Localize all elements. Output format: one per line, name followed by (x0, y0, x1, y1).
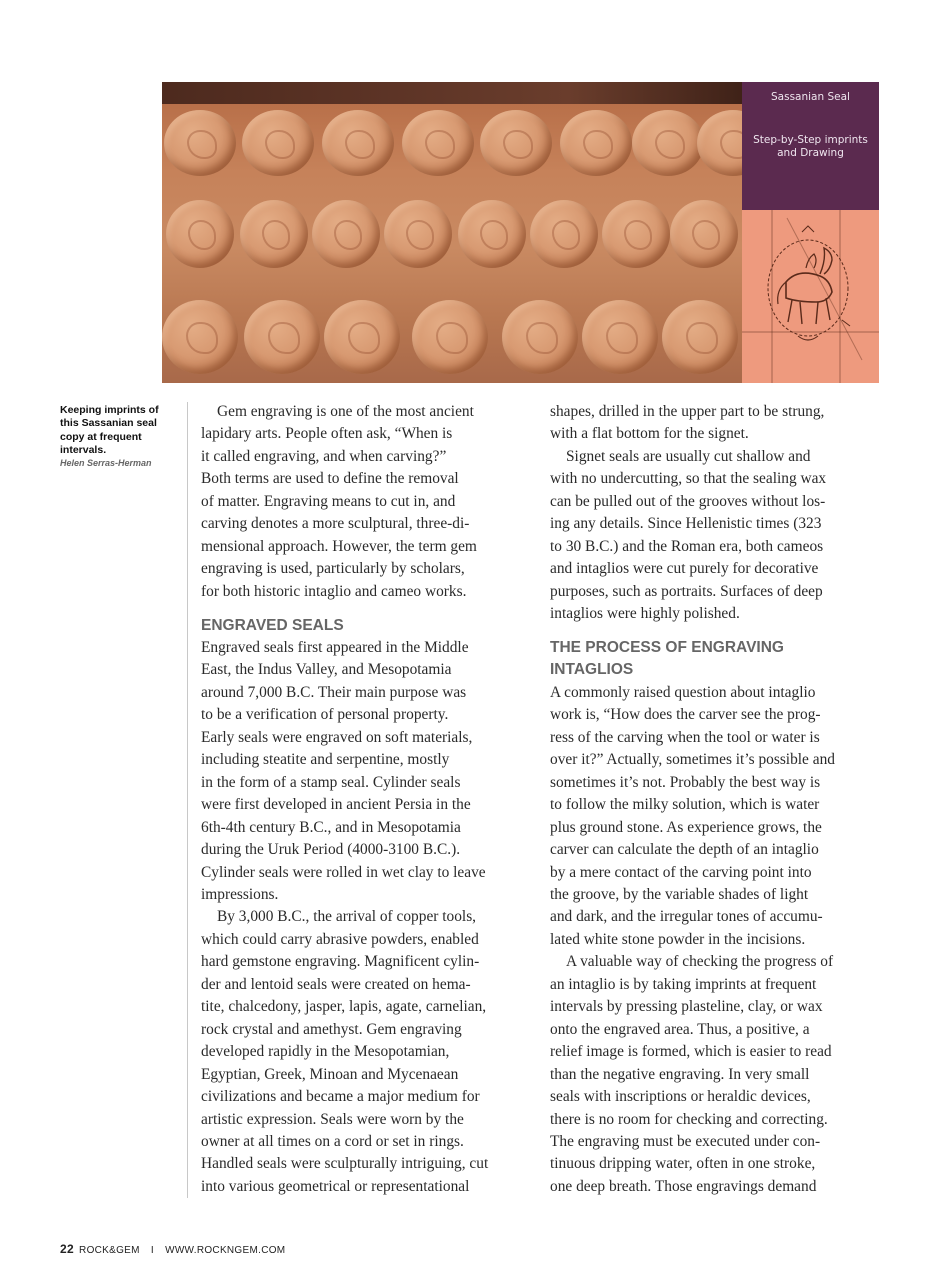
clay-imprint (242, 110, 314, 176)
photo-caption (60, 404, 174, 470)
clay-imprint (402, 110, 474, 176)
text-line: sometimes it’s not. Probably the best way is (550, 773, 821, 791)
text-line: 6th-4th century B.C., and in Mesopotamia (201, 818, 461, 836)
clay-imprint (324, 300, 400, 374)
text-line: of matter. Engraving means to cut in, and (201, 492, 456, 510)
text-line: than the negative engraving. In very small (550, 1065, 810, 1083)
clay-imprint (632, 110, 704, 176)
clay-imprint (530, 200, 598, 268)
text-line: with no undercutting, so that the sealing wax (550, 470, 827, 488)
caption-credit: Helen Serras-Herman (60, 458, 152, 469)
text-line: over it?” Actually, sometimes it’s possible and (550, 751, 835, 769)
column-divider (187, 402, 188, 1198)
text-line: artistic expression. Seals were worn by the (201, 1110, 464, 1128)
text-line: by a mere contact of the carving point into (550, 863, 812, 881)
text-line: intervals by pressing plasteline, clay, or wax (550, 998, 823, 1016)
text-line: Cylinder seals were rolled in wet clay to leave (201, 863, 486, 881)
clay-imprint (602, 200, 670, 268)
text-line: Handled seals were sculpturally intriguing, cut (201, 1155, 489, 1173)
text-line: ress of the carving when the tool or water is (550, 728, 820, 746)
text-line: tite, chalcedony, jasper, lapis, agate, carnelian, (201, 998, 487, 1016)
text-line: East, the Indus Valley, and Mesopotamia (201, 661, 452, 679)
text-line: lated white stone powder in the incisions. (550, 930, 806, 948)
text-line: around 7,000 B.C. Their main purpose was (201, 683, 467, 701)
text-line: an intaglio is by taking imprints at frequent (550, 975, 817, 993)
text-line: civilizations and became a major medium for (201, 1088, 480, 1106)
text-line: owner at all times on a cord or set in rings. (201, 1133, 464, 1150)
text-line: lapidary arts. People often ask, “When is (201, 425, 453, 443)
text-line: carver can calculate the depth of an intaglio (550, 841, 819, 859)
article-column-1 (201, 401, 523, 1198)
text-line: which could carry abrasive powders, enabled (201, 930, 479, 948)
text-line: in the form of a stamp seal. Cylinder seals (201, 773, 461, 791)
text-line: were first developed in ancient Persia in the (201, 796, 471, 814)
text-line: A commonly raised question about intaglio (550, 683, 816, 701)
section-heading-process: THE PROCESS OF ENGRAVING (550, 639, 784, 657)
clay-imprint (480, 110, 552, 176)
text-line: and dark, and the irregular tones of accumu- (550, 908, 823, 926)
text-line: der and lentoid seals were created on hema- (201, 975, 471, 993)
text-line: during the Uruk Period (4000-3100 B.C.). (201, 841, 461, 859)
section-heading-engraved-seals: ENGRAVED SEALS (201, 616, 344, 634)
seal-drawing-sketch (742, 210, 879, 383)
text-line: rock crystal and amethyst. Gem engraving (201, 1020, 462, 1038)
text-line: there is no room for checking and correcting. (550, 1110, 828, 1128)
text-line: developed rapidly in the Mesopotamian, (201, 1043, 450, 1061)
text-line: including steatite and serpentine, mostly (201, 751, 450, 769)
text-line: Engraved seals first appeared in the Middle (201, 639, 469, 657)
clay-imprint (560, 110, 632, 176)
clay-imprint (166, 200, 234, 268)
text-line: to be a verification of personal property. (201, 706, 449, 724)
imprints-paragraph (550, 951, 880, 1198)
text-line: ing any details. Since Hellenistic times (323 (550, 515, 822, 533)
photo-label-title: Sassanian Seal (771, 91, 850, 103)
text-line: to 30 B.C.) and the Roman era, both cameos (550, 537, 824, 555)
magazine-name: ROCK&GEM (79, 1245, 140, 1256)
photo-background-strip (162, 82, 742, 104)
text-line: The engraving must be executed under con- (550, 1133, 821, 1150)
text-line: Both terms are used to define the removal (201, 470, 459, 488)
text-line: work is, “How does the carver see the prog- (550, 706, 821, 724)
copper-tools-paragraph (201, 906, 523, 1198)
text-line: engraving is used, particularly by scholars, (201, 560, 465, 578)
text-line: Egyptian, Greek, Minoan and Mycenaean (201, 1065, 459, 1083)
engraved-seals-paragraph (201, 637, 523, 906)
text-line: with a flat bottom for the signet. (550, 425, 749, 443)
text-line: seals with inscriptions or heraldic devices, (550, 1088, 811, 1106)
clay-imprint (162, 300, 238, 374)
intro-paragraph (201, 401, 523, 603)
photo-label-subtitle: Step-by-Step imprints and Drawing (753, 134, 868, 159)
article-column-2 (550, 401, 880, 1198)
text-line: impressions. (201, 886, 279, 904)
text-line: tinuous dripping water, often in one stroke, (550, 1155, 816, 1173)
text-line: onto the engraved area. Thus, a positive, a (550, 1020, 810, 1038)
magazine-url[interactable]: WWW.ROCKNGEM.COM (165, 1245, 286, 1256)
text-line: plus ground stone. As experience grows, the (550, 818, 822, 836)
clay-imprint (240, 200, 308, 268)
text-line: Signet seals are usually cut shallow and (566, 447, 811, 465)
horse-sketch-drawing (742, 210, 879, 383)
section-heading-process-line2: INTAGLIOS (550, 661, 634, 679)
caption-text: Keeping imprints of this Sassanian seal copy at frequent intervals. (60, 404, 159, 456)
page-number: 22 (60, 1242, 74, 1256)
signet-seals-paragraph (550, 446, 880, 626)
clay-imprint (164, 110, 236, 176)
clay-imprint (322, 110, 394, 176)
shapes-paragraph (550, 401, 880, 446)
clay-imprint (244, 300, 320, 374)
text-line: relief image is formed, which is easier to read (550, 1043, 832, 1061)
text-line: A valuable way of checking the progress of (566, 953, 834, 971)
text-line: into various geometrical or representational (201, 1177, 470, 1195)
text-line: and intaglios were cut purely for decorative (550, 560, 819, 578)
seal-imprints-photo (162, 82, 742, 383)
text-line: carving denotes a more sculptural, three-di- (201, 515, 470, 533)
clay-imprint (412, 300, 488, 374)
clay-imprint (697, 110, 742, 176)
text-line: mensional approach. However, the term gem (201, 537, 477, 555)
text-line: can be pulled out of the grooves without los- (550, 492, 826, 510)
text-line: one deep breath. Those engravings demand (550, 1177, 817, 1195)
photo-label-box (742, 82, 879, 210)
clay-imprint (662, 300, 738, 374)
text-line: to follow the milky solution, which is water (550, 796, 820, 814)
text-line: Gem engraving is one of the most ancient (217, 403, 474, 420)
footer-separator: I (150, 1245, 154, 1256)
clay-imprint (502, 300, 578, 374)
process-paragraph (550, 682, 880, 951)
clay-imprint (582, 300, 658, 374)
text-line: for both historic intaglio and cameo works. (201, 582, 467, 600)
text-line: By 3,000 B.C., the arrival of copper tools, (217, 908, 477, 926)
text-line: Early seals were engraved on soft materials, (201, 728, 473, 746)
text-line: shapes, drilled in the upper part to be strung, (550, 403, 825, 420)
text-line: purposes, such as portraits. Surfaces of deep (550, 582, 823, 600)
clay-imprint (458, 200, 526, 268)
clay-imprint (384, 200, 452, 268)
text-line: the groove, by the variable shades of light (550, 886, 809, 904)
text-line: intaglios were highly polished. (550, 605, 740, 623)
clay-imprint (670, 200, 738, 268)
text-line: it called engraving, and when carving?” (201, 447, 447, 465)
page-footer (60, 1242, 285, 1256)
text-line: hard gemstone engraving. Magnificent cylin- (201, 953, 480, 971)
clay-imprint (312, 200, 380, 268)
